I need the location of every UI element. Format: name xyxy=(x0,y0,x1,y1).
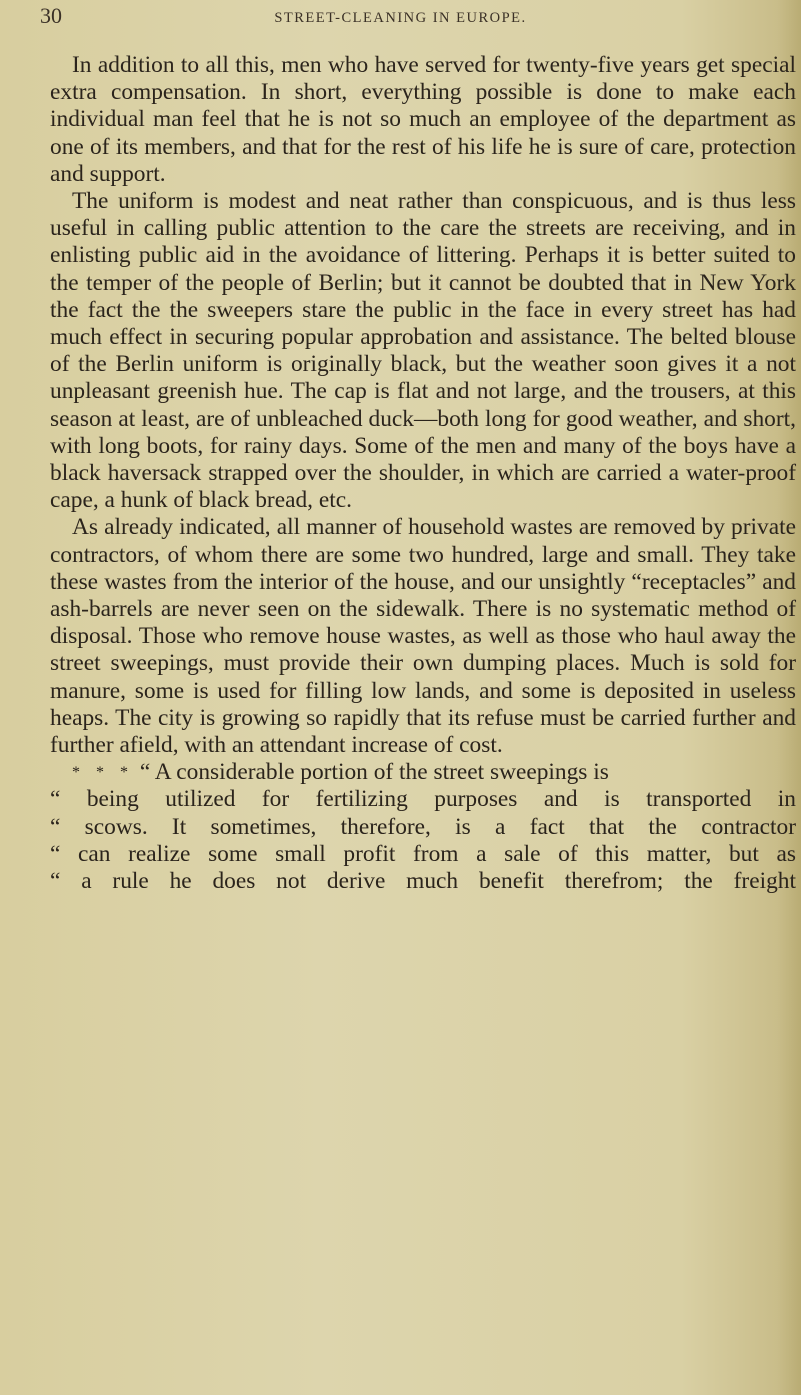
page-number: 30 xyxy=(40,3,62,28)
quoted-passage xyxy=(50,759,796,786)
quote-line-5: “ a rule he does not derive much benefit therefrom; the freight xyxy=(50,868,796,895)
paragraph-uniform: The uniform is modest and neat rather than conspicuous, and is thus less useful in calling public attention to the care the streets are receiving, and in enlisting public aid in the avoidance of littering. Perhaps it is better suited to the temper of the people of Berlin; but it cannot be doubted that in New York the fact the the sweepers stare the public in the face in every street has had much effect in securing popular approbation and assistance. The belted blouse of the Berlin uniform is originally black, but the weather soon gives it a not unpleasant greenish hue. The cap is flat and not large, and the trousers, at this season at least, are of unbleached duck—both long for good weather, and short, with long boots, for rainy days. Some of the men and many of the boys have a black haversack strapped over the shoulder, in which are carried a water-proof cape, a hunk of black bread, etc. xyxy=(50,188,796,514)
paragraph-compensation: In addition to all this, men who have served for twenty-five years get special extra compensation. In short, everything possible is done to make each individual man feel that he is not so much an employee of the department as one of its members, and that for the rest of his life he is sure of care, protection and support. xyxy=(50,52,796,187)
body-text xyxy=(50,52,796,895)
quote-line-1: “ A considerable portion of the street sweepings is xyxy=(139,759,609,786)
quote-line-3: “ scows. It sometimes, therefore, is a fact that the contractor xyxy=(50,813,796,840)
quote-line-2: “ being utilized for fertilizing purposes and is transported in xyxy=(50,786,796,813)
quote-line-4: “ can realize some small profit from a sale of this matter, but as xyxy=(50,840,796,867)
ellipsis-stars: * * * xyxy=(72,764,134,782)
running-head: STREET-CLEANING IN EUROPE. xyxy=(274,10,527,26)
paragraph-household-wastes: As already indicated, all manner of household wastes are removed by private contractors, of whom there are some two hundred, large and small. They take these wastes from the interior of the house, and our unsightly “receptacles” and ash-barrels are never seen on the sidewalk. There is no systematic method of disposal. Those who remove house wastes, as well as those who haul away the street sweepings, must provide their own dumping places. Much is sold for manure, some is used for filling low lands, and some is deposited in useless heaps. The city is growing so rapidly that its refuse must be carried further and further afield, with an attendant increase of cost. xyxy=(50,514,796,759)
